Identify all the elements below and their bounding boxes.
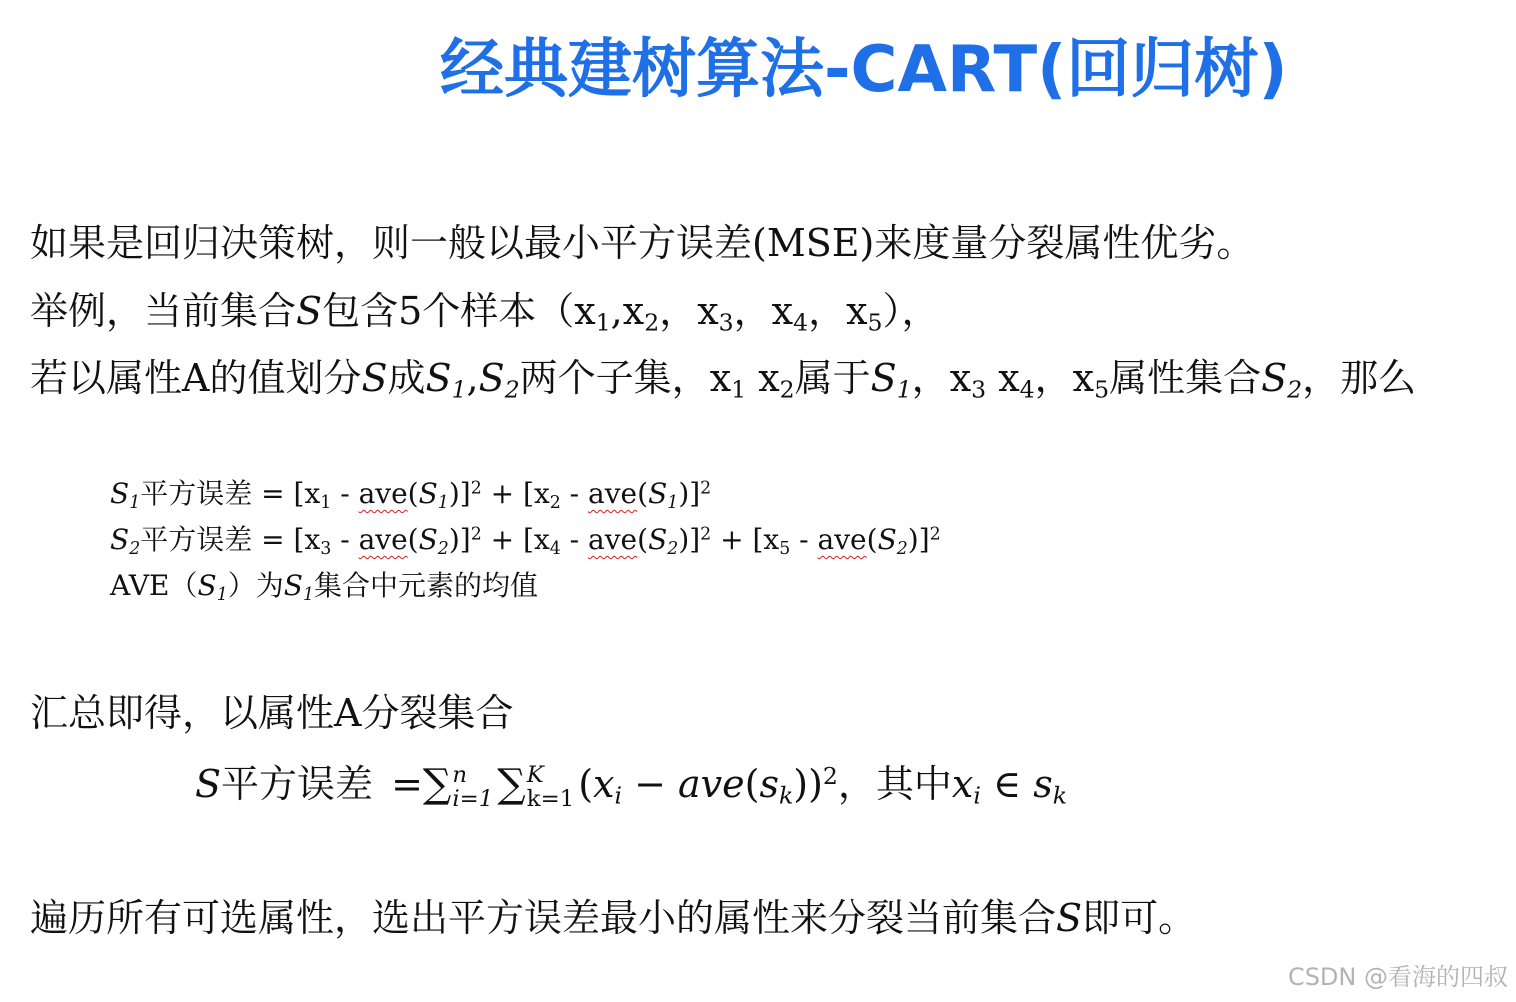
x4: $x_4$ — [771, 289, 809, 337]
set-s1: $S_1$ — [870, 356, 912, 404]
x2: $x_2$ — [622, 289, 660, 337]
slide-title: 经典建树算法-CART(回归树) — [440, 33, 1288, 107]
summary-formula: S平方误差 =∑n i=1 ∑K k=1 $(x_i - ave(s_k))^2$，其中$x_i$ ∈ $s_k$ — [195, 761, 1067, 812]
x3: $x_3$ — [697, 289, 734, 337]
set-s2: $S_2$ — [1261, 356, 1303, 404]
summary-line: 汇总即得，以属性A分裂集合 — [30, 691, 514, 735]
intro-line-1: 如果是回归决策树，则一般以最小平方误差(MSE)来度量分裂属性优劣。 — [30, 221, 1255, 265]
formula-s2: $S_2$平方误差 = $[x_3 - ave(S_2)]^2 + [x_4 - ave(S_2)]^2 + [x_5 - ave(S_2)]^2$ — [110, 523, 941, 559]
ave-note: $AVE(S_1)$为$S_1$集合中元素的均值 — [110, 569, 538, 605]
x1: $x_1$ — [709, 356, 747, 404]
text: 举例，当前集合 — [30, 289, 297, 333]
x2: $x_2$ — [758, 356, 795, 404]
set-s2: $S_2$ — [478, 356, 520, 404]
text: ）， — [882, 289, 940, 333]
x1: $x_1$ — [574, 289, 611, 337]
x5: $x_5$ — [1072, 356, 1110, 404]
set-s: S — [195, 762, 222, 806]
set-s2: $S_2$ — [110, 523, 141, 559]
conclusion-line: 遍历所有可选属性，选出平方误差最小的属性来分裂当前集合S即可。 — [30, 896, 1197, 940]
intro-line-2: 举例，当前集合S包含5个样本（$x_1,x_2$，$x_3$，$x_4$，$x_5$）， — [30, 289, 940, 337]
set-s: S — [361, 356, 388, 400]
text: 包含5个样本（ — [322, 289, 575, 333]
set-s: S — [296, 289, 323, 333]
formula-s1: $S_1$平方误差 = $[x_1 - ave(S_1)]^2 + [x_2 - ave(S_1)]^2$ — [110, 477, 712, 513]
set-s1: $S_1$ — [110, 477, 141, 513]
set-s1: $S_1$ — [425, 356, 467, 404]
set-s: S — [1056, 896, 1083, 940]
x5: $x_5$ — [846, 289, 883, 337]
x4: $x_4$ — [998, 356, 1035, 404]
intro-line-3: 若以属性A的值划分S成$S_1,S_2$两个子集，$x_1$ $x_2$属于$S_1$，$x_3$ $x_4$，$x_5$属性集合$S_2$，那么 — [30, 356, 1417, 404]
x3: $x_3$ — [949, 356, 987, 404]
watermark: CSDN @看海的四叔 — [1287, 963, 1508, 991]
